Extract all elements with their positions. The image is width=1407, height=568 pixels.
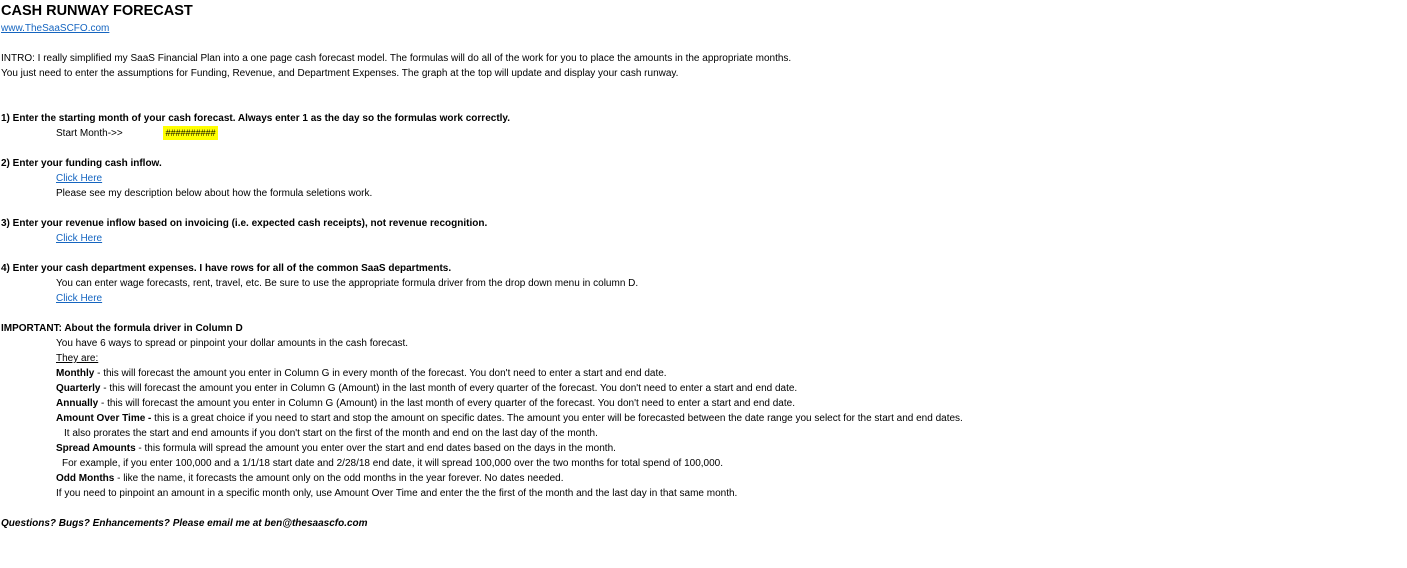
start-month-input-cell[interactable]: ##########: [163, 126, 218, 140]
step1-heading: 1) Enter the starting month of your cash forecast. Always enter 1 as the day so the formulas work correctly.: [1, 113, 511, 124]
they-are-label: They are:: [56, 353, 99, 364]
step2-heading: 2) Enter your funding cash inflow.: [1, 158, 162, 169]
driver-spread-amounts-desc: - this formula will spread the amount you enter over the start and end dates based on the days in the month.: [135, 443, 616, 454]
expenses-click-here-link[interactable]: Click Here: [56, 293, 103, 304]
driver-amount-over-time-desc: this is a great choice if you need to start and stop the amount on specific dates. The amount you enter will be forecasted between the date range you select for the start and end dates.: [154, 413, 963, 424]
driver-odd-months-term: Odd Months: [56, 473, 115, 484]
driver-annually: [56, 396, 795, 411]
driver-monthly: [56, 366, 667, 381]
funding-click-here-link[interactable]: Click Here: [56, 173, 103, 184]
driver-amount-over-time: [56, 411, 963, 426]
driver-monthly-desc: - this will forecast the amount you enter in Column G in every month of the forecast. You don't need to enter a start and end date.: [94, 368, 667, 379]
driver-amount-over-time-term: Amount Over Time -: [56, 413, 155, 424]
intro-line-2: You just need to enter the assumptions for Funding, Revenue, and Department Expenses. The graph at the top will update and display your cash runway.: [1, 68, 679, 79]
expenses-note: You can enter wage forecasts, rent, travel, etc. Be sure to use the appropriate formula driver from the drop down menu in column D.: [56, 278, 639, 289]
important-heading: IMPORTANT: About the formula driver in Column D: [1, 323, 243, 334]
important-intro: You have 6 ways to spread or pinpoint your dollar amounts in the cash forecast.: [56, 338, 409, 349]
pinpoint-note: If you need to pinpoint an amount in a specific month only, use Amount Over Time and enter the the first of the month and the last day in that same month.: [56, 488, 738, 499]
footer-questions: Questions? Bugs? Enhancements? Please email me at ben@thesaascfo.com: [1, 518, 368, 529]
driver-amount-over-time-note: It also prorates the start and end amounts if you don't start on the first of the month and end on the last day of the month.: [64, 428, 598, 439]
step4-heading: 4) Enter your cash department expenses. I have rows for all of the common SaaS departments.: [1, 263, 452, 274]
start-month-label: Start Month->>: [56, 128, 123, 139]
driver-spread-amounts-term: Spread Amounts: [56, 443, 136, 454]
step3-heading: 3) Enter your revenue inflow based on invoicing (i.e. expected cash receipts), not revenue recognition.: [1, 218, 488, 229]
driver-monthly-term: Monthly: [56, 368, 95, 379]
funding-note: Please see my description below about how the formula seletions work.: [56, 188, 373, 199]
driver-annually-desc: - this will forecast the amount you enter in Column G (Amount) in the last month of every quarter of the forecast. You don't need to enter a start and end date.: [98, 398, 795, 409]
intro-line-1: INTRO: I really simplified my SaaS Financial Plan into a one page cash forecast model. The formulas will do all of the work for you to place the amounts in the appropriate months.: [1, 53, 792, 64]
driver-quarterly-desc: - this will forecast the amount you enter in Column G (Amount) in the last month of every quarter of the forecast. You don't need to enter a start and end date.: [100, 383, 798, 394]
page-title: CASH RUNWAY FORECAST: [1, 3, 193, 19]
driver-spread-amounts-example: For example, if you enter 100,000 and a 1/1/18 start date and 2/28/18 end date, it will spread 100,000 over the two months for total spend of 100,000.: [62, 458, 723, 469]
driver-quarterly-term: Quarterly: [56, 383, 101, 394]
driver-odd-months-desc: - like the name, it forecasts the amount only on the odd months in the year forever. No dates needed.: [114, 473, 564, 484]
driver-odd-months: [56, 471, 563, 486]
driver-quarterly: [56, 381, 797, 396]
driver-spread-amounts: [56, 441, 616, 456]
revenue-click-here-link[interactable]: Click Here: [56, 233, 103, 244]
website-link[interactable]: www.TheSaaSCFO.com: [1, 23, 110, 34]
driver-annually-term: Annually: [56, 398, 99, 409]
